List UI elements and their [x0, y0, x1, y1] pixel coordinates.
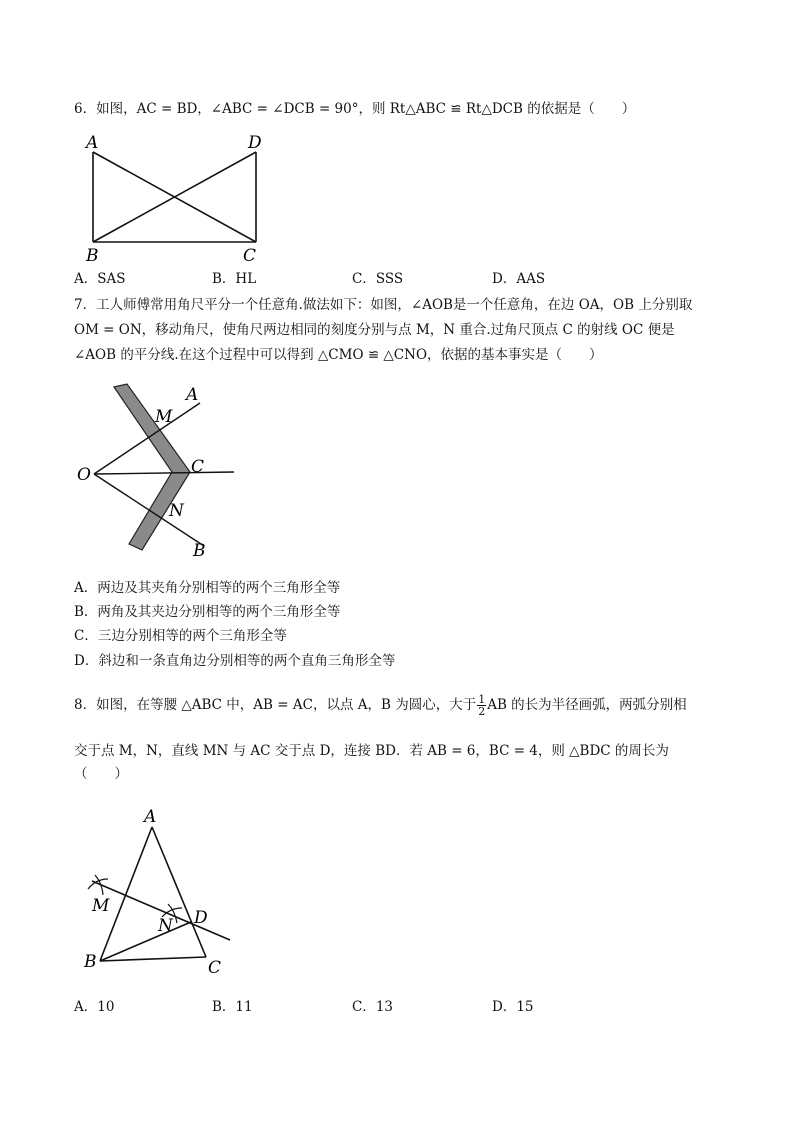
- q6-label-a: A: [86, 133, 99, 153]
- q7-label-b: B: [193, 541, 206, 561]
- q8-label-m: M: [92, 896, 110, 916]
- q7-figure: [72, 380, 252, 565]
- q7-stem-line3: ∠AOB 的平分线.在这个过程中可以得到 △CMO ≌ △CNO，依据的基本事实是（ ）: [74, 347, 603, 363]
- q7-option-d[interactable]: D．斜边和一条直角边分别相等的两个直角三角形全等: [74, 653, 396, 669]
- q8-stem-line1: 8．如图，在等腰 △ABC 中，AB = AC，以点 A，B 为圆心，大于 $\frac{1}{2}$ AB 的长为半径画弧，两弧分别相: [74, 693, 687, 718]
- q8-stem-line2: 交于点 M，N，直线 MN 与 AC 交于点 D，连接 BD．若 AB = 6，BC = 4，则 △BDC 的周长为: [74, 743, 669, 759]
- q7-label-m: M: [155, 407, 173, 427]
- q6-label-b: B: [86, 246, 99, 266]
- q7-label-a: A: [186, 385, 199, 405]
- q8-option-c[interactable]: C．13: [352, 999, 394, 1015]
- q8-label-c: C: [208, 958, 222, 978]
- q7-label-o: O: [77, 465, 91, 485]
- q6-option-d[interactable]: D．AAS: [492, 271, 546, 287]
- q8-label-d: D: [194, 908, 208, 928]
- q6-label-d: D: [248, 133, 262, 153]
- q7-option-b[interactable]: B．两角及其夹边分别相等的两个三角形全等: [74, 604, 341, 620]
- q7-label-c: C: [191, 457, 205, 477]
- q7-angle-ruler: [114, 384, 190, 550]
- q8-label-n: N: [158, 916, 173, 936]
- q8-option-a[interactable]: A．10: [74, 999, 115, 1015]
- q8-label-a: A: [144, 807, 157, 827]
- q6-figure: [80, 128, 280, 268]
- q7-label-n: N: [169, 501, 184, 521]
- q6-label-c: C: [243, 246, 257, 266]
- q6-stem: 6．如图，AC = BD，∠ABC = ∠DCB = 90°，则 Rt△ABC ≌ Rt△DCB 的依据是（ ）: [74, 101, 636, 117]
- q6-option-c[interactable]: C．SSS: [352, 271, 404, 287]
- q7-option-c[interactable]: C．三边分别相等的两个三角形全等: [74, 628, 287, 644]
- q7-option-a[interactable]: A．两边及其夹角分别相等的两个三角形全等: [74, 580, 341, 596]
- q8-option-d[interactable]: D．15: [492, 999, 534, 1015]
- q7-stem-line1: 7．工人师傅常用角尺平分一个任意角.做法如下：如图，∠AOB是一个任意角，在边 OA，OB 上分别取: [74, 297, 693, 313]
- q8-label-b: B: [84, 952, 97, 972]
- q8-fraction: $\frac{1}{2}$: [478, 693, 486, 718]
- q8-stem-line3: （ ）: [74, 766, 128, 782]
- q8-option-b[interactable]: B．11: [212, 999, 253, 1015]
- q6-option-a[interactable]: A．SAS: [74, 271, 126, 287]
- q8-figure: [80, 805, 250, 980]
- q7-stem-line2: OM = ON，移动角尺，使角尺两边相同的刻度分别与点 M，N 重合.过角尺顶点 C 的射线 OC 便是: [74, 322, 675, 338]
- q6-option-b[interactable]: B．HL: [212, 271, 257, 287]
